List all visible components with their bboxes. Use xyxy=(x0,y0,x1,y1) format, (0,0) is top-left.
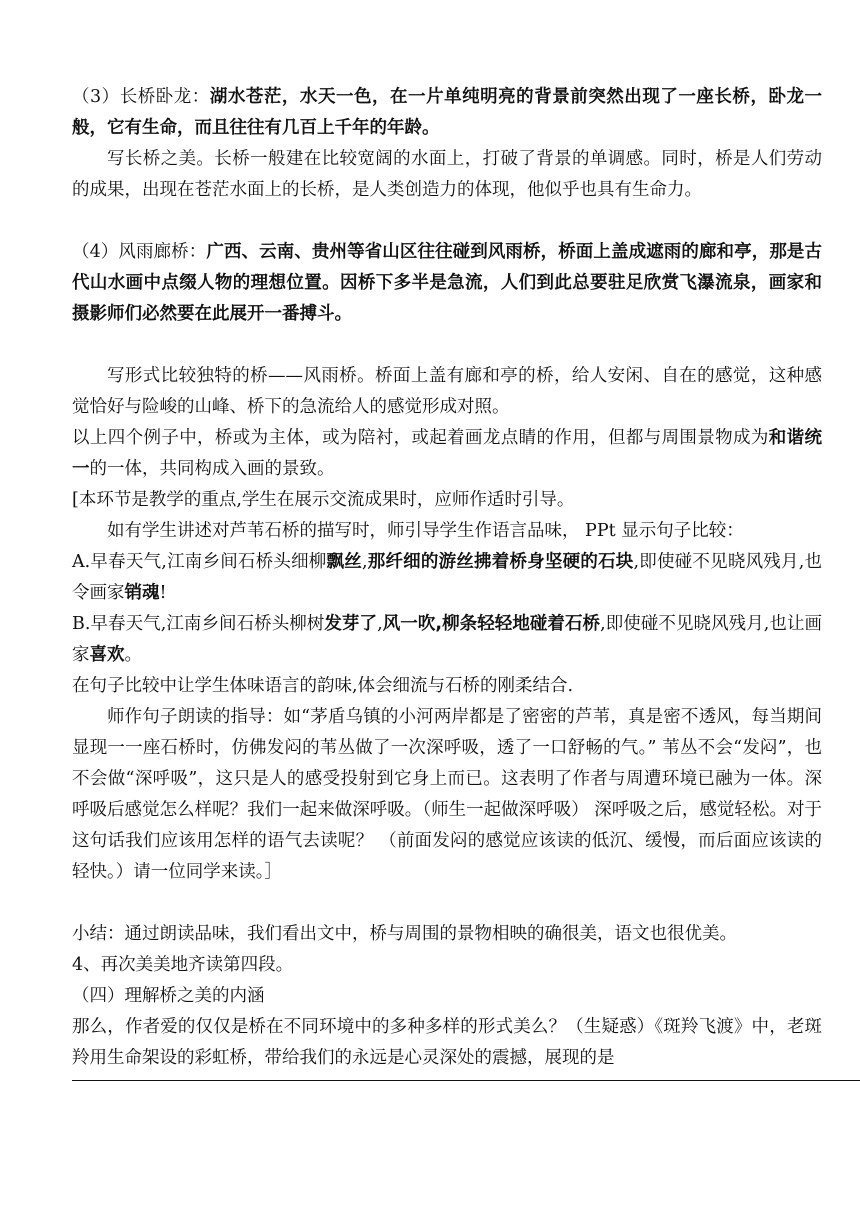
emphasis-text: 喜欢 xyxy=(89,645,125,665)
text-run: B.早春天气,江南乡间石桥头柳树 xyxy=(72,614,325,634)
sentence-b xyxy=(72,609,822,671)
paragraph-long-bridge-heading xyxy=(72,82,822,144)
text-run: 以上四个例子中，桥或为主体，或为陪衬，或起着画龙点睛的作用，但都与周围景物成为 xyxy=(72,428,769,448)
paragraph-teaching-note: [本环节是教学的重点,学生在展示交流成果时，应师作适时引导。 xyxy=(72,490,575,510)
paragraph-long-bridge-analysis: 写长桥之美。长桥一般建在比较宽阔的水面上，打破了背景的单调感。同时，桥是人们劳动的成果，出现在苍茫水面上的长桥，是人类创造力的体现，他似乎也具有生命力。 xyxy=(72,149,822,200)
emphasis-text: 飘丝 xyxy=(326,552,362,572)
paragraph-brief-summary: 小结：通过朗读品味，我们看出文中，桥与周围的景物相映的确很美，语文也很优美。 xyxy=(72,924,737,944)
heading-label: （3）长桥卧龙： xyxy=(72,87,210,107)
text-run: ,即使碰不见晓风残月,也让画家 xyxy=(72,614,822,665)
section-heading-4: （四）理解桥之美的内涵 xyxy=(72,986,265,1006)
emphasis-text: 销魂 xyxy=(124,583,160,603)
paragraph-sentence-comparison: 在句子比较中让学生体味语言的韵味,体会细流与石桥的刚柔结合. xyxy=(72,676,574,696)
paragraph-meaning: 那么，作者爱的仅仅是桥在不同环境中的多种多样的形式美么？（生疑惑）《斑羚飞渡》中，老斑羚用生命架设的彩虹桥，带给我们的永远是心灵深处的震撼，展现的是 xyxy=(72,1017,822,1068)
sentence-a xyxy=(72,547,822,609)
text-run: A.早春天气,江南乡间石桥头细柳 xyxy=(72,552,327,572)
footer-divider xyxy=(72,1080,860,1081)
text-run: ! xyxy=(159,583,167,603)
emphasis-text: 风一吹,柳条轻轻地碰着石桥 xyxy=(382,614,601,634)
paragraph-step-4: 4、再次美美地齐读第四段。 xyxy=(72,955,294,975)
text-run: , xyxy=(377,614,383,634)
paragraph-summary-examples xyxy=(72,423,822,485)
heading-label: （4）风雨廊桥： xyxy=(72,242,207,262)
text-run: , xyxy=(361,552,368,572)
text-run: ,即使碰不见晓风残月,也令画家 xyxy=(72,552,823,603)
quoted-text: 广西、云南、贵州等省山区往往碰到风雨桥，桥面上盖成遮雨的廊和亭，那是古代山水画中点缀人物的理想位置。因桥下多半是急流，人们到此总要驻足欣赏飞瀑流泉，画家和摄影师们必然要在此展开一番搏斗。 xyxy=(72,242,822,324)
quoted-text: 湖水苍茫，水天一色，在一片单纯明亮的背景前突然出现了一座长桥，卧龙一般，它有生命，而且往往有几百上千年的年龄。 xyxy=(72,87,823,138)
paragraph-rain-bridge-analysis: 写形式比较独特的桥——风雨桥。桥面上盖有廊和亭的桥，给人安闲、自在的感觉，这种感觉恰好与险峻的山峰、桥下的急流给人的感觉形成对照。 xyxy=(72,366,822,417)
paragraph-reading-guidance: 师作句子朗读的指导：如“茅盾乌镇的小河两岸都是了密密的芦苇，真是密不透风，每当期间显现一一座石桥时，仿佛发闷的苇丛做了一次深呼吸，透了一口舒畅的气。” 苇丛不会“发闷”，也不会做“深呼吸”，这只是人的感受投射到它身上而已。这表明了作者与周遭环境已融为一体。深呼吸后感觉怎么样呢？我们一起来做深呼吸。（师生一起做深呼吸） 深呼吸之后，感觉轻松。对于这句话我们应该用怎样的语气去读呢？ （前面发闷的感觉应该读的低沉、缓慢，而后面应该读的轻快。）请一位同学来读。］ xyxy=(72,707,822,882)
emphasis-text: 发芽了 xyxy=(324,614,378,634)
paragraph-ppt-compare: 如有学生讲述对芦苇石桥的描写时，师引导学生作语言品味， PPt 显示句子比较： xyxy=(107,521,744,541)
text-run: 。 xyxy=(124,645,142,665)
text-run: 的一体，共同构成入画的景致。 xyxy=(89,459,335,479)
emphasis-text: 那纤细的游丝拂着桥身坚硬的石块 xyxy=(367,552,634,572)
emphasis-text: 和谐统一 xyxy=(72,428,822,479)
paragraph-rain-bridge-heading xyxy=(72,237,822,330)
